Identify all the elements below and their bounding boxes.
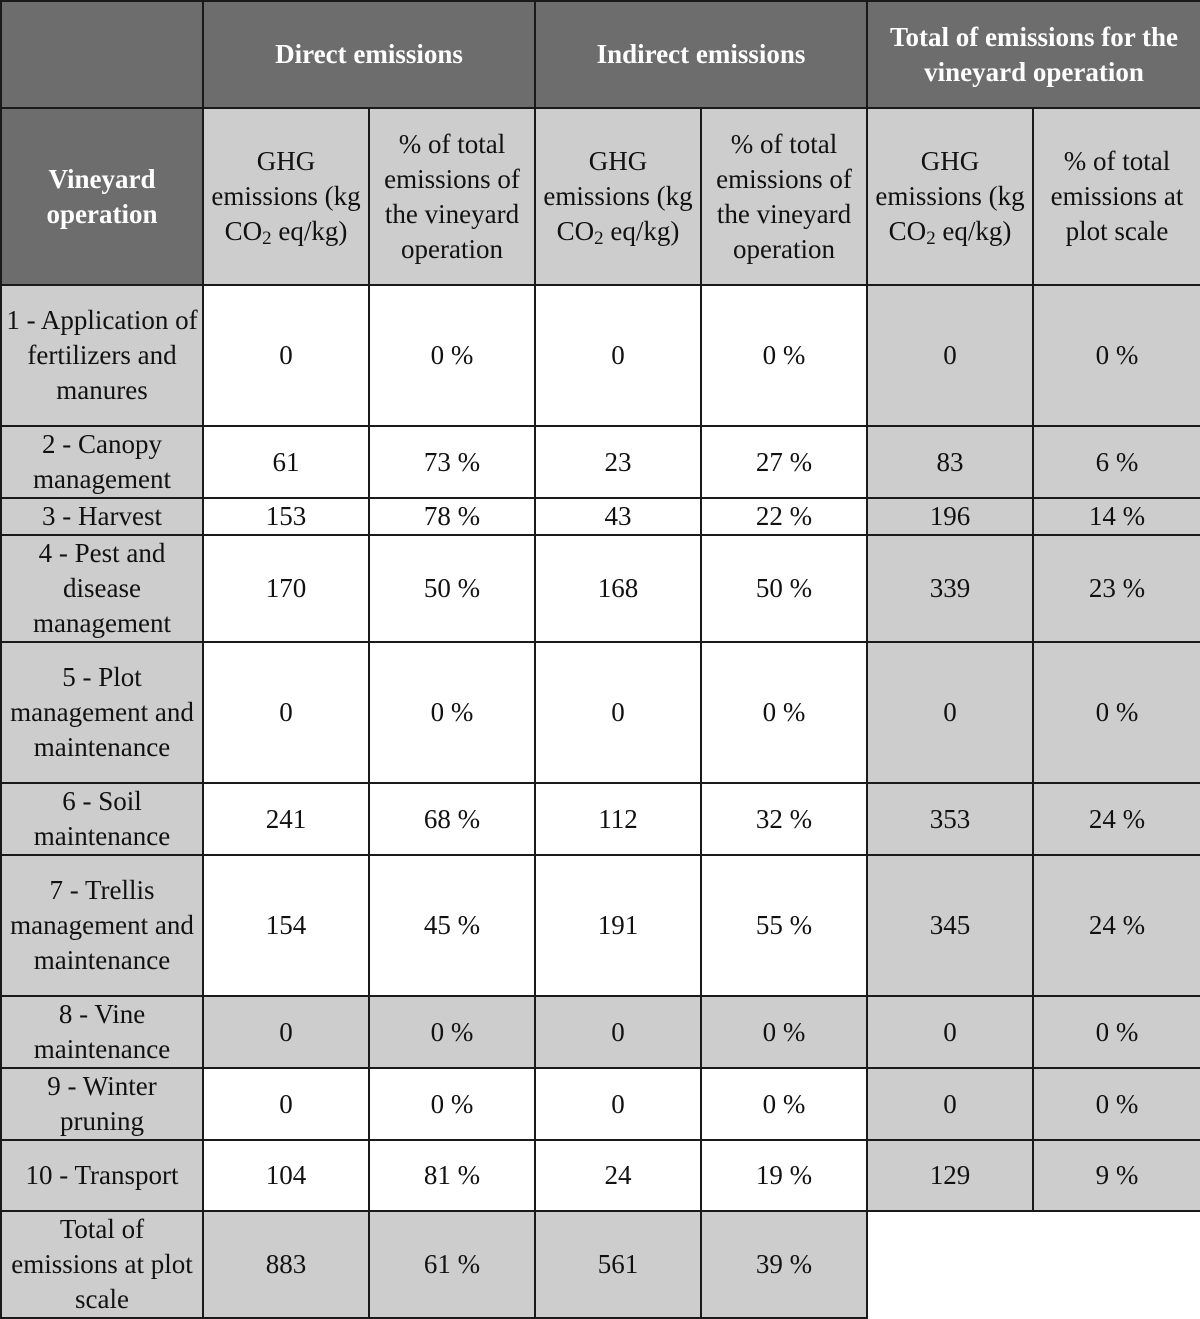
direct-ghg-cell: 241 xyxy=(203,783,369,855)
operation-label: 6 - Soil maintenance xyxy=(1,783,203,855)
indirect-ghg-cell: 112 xyxy=(535,783,701,855)
total-ghg-cell: 0 xyxy=(867,285,1033,426)
direct-ghg-cell: 0 xyxy=(203,996,369,1068)
total-ghg-cell: 196 xyxy=(867,498,1033,535)
indirect-pct-cell: 0 % xyxy=(701,285,867,426)
direct-ghg-cell: 170 xyxy=(203,535,369,642)
operation-label: 5 - Plot management and maintenance xyxy=(1,642,203,783)
header-row-groups xyxy=(1,1,1200,108)
direct-pct-cell: 45 % xyxy=(369,855,535,996)
totals-empty-space xyxy=(867,1211,1200,1318)
total-pct-cell: 23 % xyxy=(1033,535,1200,642)
total-ghg-cell: 339 xyxy=(867,535,1033,642)
indirect-ghg-cell: 168 xyxy=(535,535,701,642)
operation-label: 7 - Trellis management and maintenance xyxy=(1,855,203,996)
operation-label: 8 - Vine maintenance xyxy=(1,996,203,1068)
header-row-columns xyxy=(1,108,1200,285)
table-row xyxy=(1,498,1200,535)
direct-ghg-cell: 154 xyxy=(203,855,369,996)
total-ghg-cell: 83 xyxy=(867,426,1033,498)
indirect-pct-cell: 19 % xyxy=(701,1140,867,1211)
header-indirect-emissions: Indirect emissions xyxy=(535,1,867,108)
header-total-ghg: GHG emissions (kg $CO_2$ eq/kg) xyxy=(867,108,1033,285)
table-row xyxy=(1,535,1200,642)
indirect-pct-cell: 0 % xyxy=(701,1068,867,1140)
total-ghg-cell: 0 xyxy=(867,996,1033,1068)
total-ghg-cell: 0 xyxy=(867,642,1033,783)
totals-direct-pct: 61 % xyxy=(369,1211,535,1318)
indirect-ghg-cell: 43 xyxy=(535,498,701,535)
operation-label: 3 - Harvest xyxy=(1,498,203,535)
direct-pct-cell: 73 % xyxy=(369,426,535,498)
table-row xyxy=(1,996,1200,1068)
header-indirect-ghg: GHG emissions (kg $CO_2$ eq/kg) xyxy=(535,108,701,285)
total-ghg-cell: 345 xyxy=(867,855,1033,996)
direct-pct-cell: 50 % xyxy=(369,535,535,642)
table-row xyxy=(1,1068,1200,1140)
direct-pct-cell: 0 % xyxy=(369,996,535,1068)
indirect-pct-cell: 50 % xyxy=(701,535,867,642)
total-pct-cell: 0 % xyxy=(1033,642,1200,783)
indirect-pct-cell: 0 % xyxy=(701,996,867,1068)
total-ghg-cell: 0 xyxy=(867,1068,1033,1140)
direct-ghg-cell: 0 xyxy=(203,285,369,426)
indirect-ghg-cell: 191 xyxy=(535,855,701,996)
totals-direct-ghg: 883 xyxy=(203,1211,369,1318)
header-vineyard-operation: Vineyard operation xyxy=(1,108,203,285)
indirect-ghg-cell: 0 xyxy=(535,642,701,783)
header-total-pct: % of total emissions at plot scale xyxy=(1033,108,1200,285)
total-pct-cell: 9 % xyxy=(1033,1140,1200,1211)
indirect-ghg-cell: 24 xyxy=(535,1140,701,1211)
table-row xyxy=(1,426,1200,498)
indirect-ghg-cell: 0 xyxy=(535,285,701,426)
direct-ghg-cell: 0 xyxy=(203,642,369,783)
header-indirect-pct: % of total emissions of the vineyard operation xyxy=(701,108,867,285)
indirect-pct-cell: 27 % xyxy=(701,426,867,498)
direct-pct-cell: 0 % xyxy=(369,642,535,783)
direct-pct-cell: 78 % xyxy=(369,498,535,535)
totals-indirect-ghg: 561 xyxy=(535,1211,701,1318)
direct-ghg-cell: 61 xyxy=(203,426,369,498)
total-pct-cell: 24 % xyxy=(1033,783,1200,855)
totals-label: Total of emissions at plot scale xyxy=(1,1211,203,1318)
table-row xyxy=(1,642,1200,783)
indirect-pct-cell: 22 % xyxy=(701,498,867,535)
total-pct-cell: 6 % xyxy=(1033,426,1200,498)
totals-row xyxy=(1,1211,1200,1318)
total-pct-cell: 14 % xyxy=(1033,498,1200,535)
indirect-pct-cell: 55 % xyxy=(701,855,867,996)
indirect-pct-cell: 32 % xyxy=(701,783,867,855)
direct-ghg-cell: 0 xyxy=(203,1068,369,1140)
operation-label: 10 - Transport xyxy=(1,1140,203,1211)
operation-label: 9 - Winter pruning xyxy=(1,1068,203,1140)
direct-pct-cell: 0 % xyxy=(369,285,535,426)
header-direct-ghg: GHG emissions (kg $CO_2$ eq/kg) xyxy=(203,108,369,285)
header-direct-emissions: Direct emissions xyxy=(203,1,535,108)
header-direct-pct: % of total emissions of the vineyard operation xyxy=(369,108,535,285)
table-row xyxy=(1,783,1200,855)
table-row xyxy=(1,285,1200,426)
indirect-ghg-cell: 0 xyxy=(535,996,701,1068)
total-pct-cell: 24 % xyxy=(1033,855,1200,996)
total-ghg-cell: 129 xyxy=(867,1140,1033,1211)
operation-label: 4 - Pest and disease management xyxy=(1,535,203,642)
operation-label: 2 - Canopy management xyxy=(1,426,203,498)
total-pct-cell: 0 % xyxy=(1033,1068,1200,1140)
direct-ghg-cell: 153 xyxy=(203,498,369,535)
header-total-emissions: Total of emissions for the vineyard operation xyxy=(867,1,1200,108)
indirect-ghg-cell: 0 xyxy=(535,1068,701,1140)
indirect-ghg-cell: 23 xyxy=(535,426,701,498)
total-pct-cell: 0 % xyxy=(1033,996,1200,1068)
header-corner-cell xyxy=(1,1,203,108)
direct-pct-cell: 0 % xyxy=(369,1068,535,1140)
total-pct-cell: 0 % xyxy=(1033,285,1200,426)
table-row xyxy=(1,855,1200,996)
operation-label: 1 - Application of fertilizers and manures xyxy=(1,285,203,426)
direct-pct-cell: 81 % xyxy=(369,1140,535,1211)
direct-pct-cell: 68 % xyxy=(369,783,535,855)
table-row xyxy=(1,1140,1200,1211)
totals-indirect-pct: 39 % xyxy=(701,1211,867,1318)
indirect-pct-cell: 0 % xyxy=(701,642,867,783)
total-ghg-cell: 353 xyxy=(867,783,1033,855)
direct-ghg-cell: 104 xyxy=(203,1140,369,1211)
